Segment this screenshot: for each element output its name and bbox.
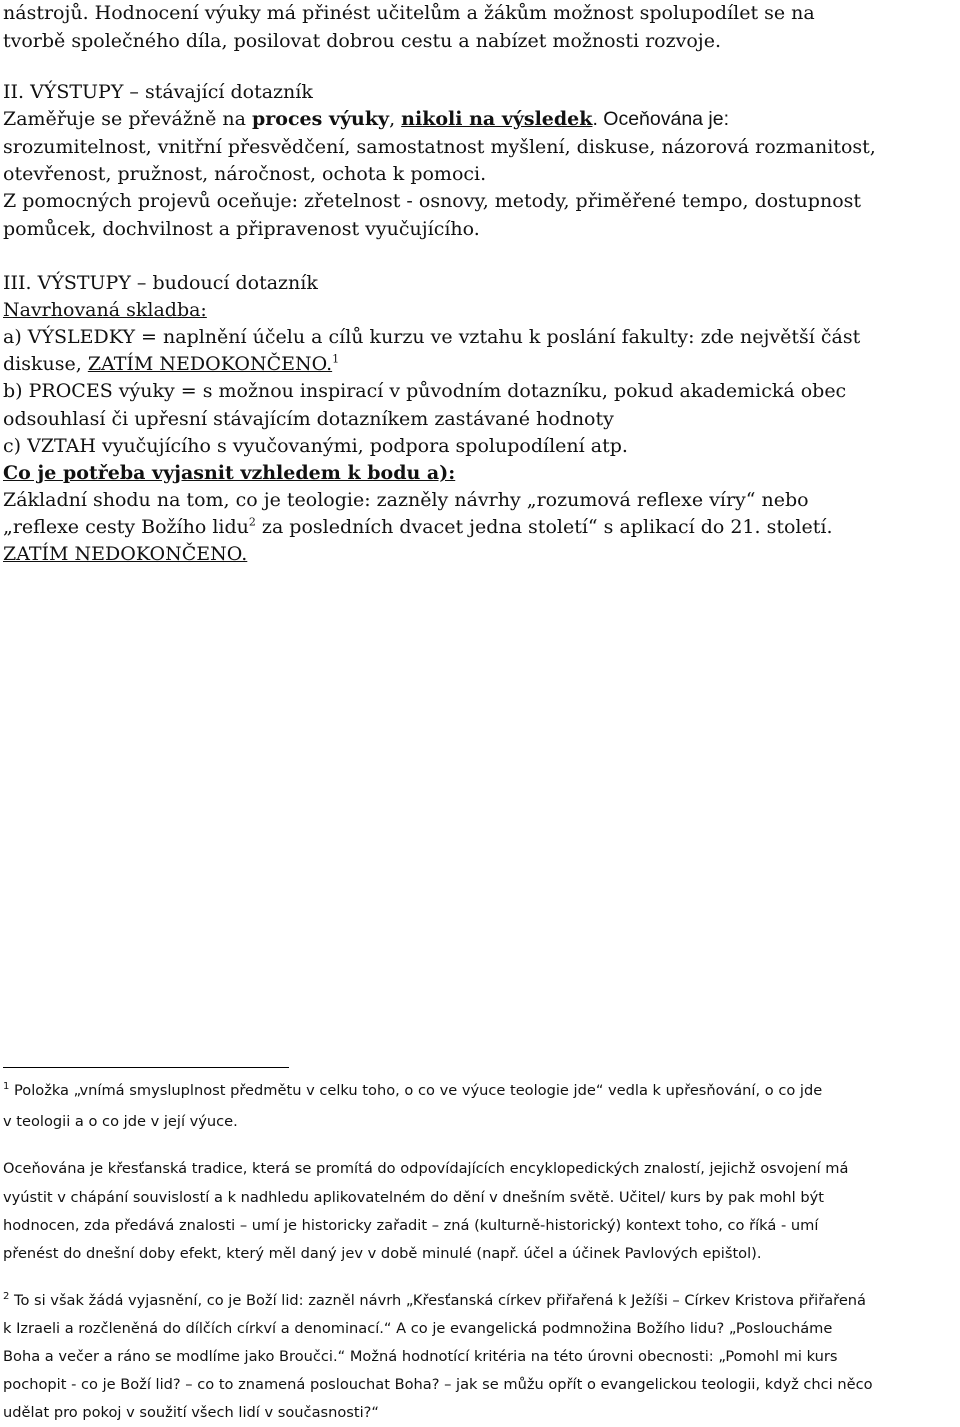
section-3-line: c) VZTAH vyučujícího s vyučovanými, podpora spolupodílení atp. <box>3 435 628 457</box>
section-2-line: pomůcek, dochvilnost a připravenost vyučujícího. <box>3 218 480 240</box>
footnote-line: vyústit v chápání souvislostí a k nadhledu aplikovatelném do dění v dnešním světě. Učitel/ kurs by pak mohl být <box>3 1189 824 1206</box>
section-2-line: srozumitelnost, vnitřní přesvědčení, samostatnost myšlení, diskuse, názorová rozmanitost, <box>3 136 876 158</box>
section-3-line <box>3 351 339 378</box>
section-3-line: a) VÝSLEDKY = naplnění účelu a cílů kurzu ve vztahu k poslání fakulty: zde největší část <box>3 326 861 348</box>
footnote-ref-1[interactable]: 1 <box>332 352 340 366</box>
section-3-subheading <box>3 297 207 324</box>
footnote-line: v teologii a o co jde v její výuce. <box>3 1113 238 1130</box>
emphasis-vysledek: nikoli na výsledek <box>401 108 593 130</box>
text: diskuse, <box>3 353 88 375</box>
footnote-line: přenést do dnešní doby efekt, který měl daný jev v době minulé (např. účel a účinek Pavlových epištol). <box>3 1245 762 1262</box>
text: „reflexe cesty Božího lidu <box>3 516 249 538</box>
section-2-line: Z pomocných projevů oceňuje: zřetelnost - osnovy, metody, přiměřené tempo, dostupnost <box>3 190 862 212</box>
text: za posledních dvacet jedna století“ s aplikací do 21. století. <box>255 516 833 538</box>
footnote-ref-2[interactable]: 2 <box>248 515 256 529</box>
text: To si však žádá vyjasnění, co je Boží lid: zazněl návrh „Křesťanská církev přiřařená k Ježíši – Církev Kristova přiřařená <box>9 1292 866 1309</box>
emphasis-proces: proces výuky <box>252 108 390 130</box>
footnote-line: udělat pro pokoj v soužití všech lidí v současnosti?“ <box>3 1404 379 1421</box>
section-3-line: b) PROCES výuky = s možnou inspirací v původním dotazníku, pokud akademická obec <box>3 380 847 402</box>
footnote-line: Boha a večer a ráno se modlíme jako Broučci.“ Možná hodnotící kritéria na této úrovni obecnosti: „Pomohl mi kurs <box>3 1348 838 1365</box>
section-2-heading: II. VÝSTUPY – stávající dotazník <box>3 81 313 103</box>
question-heading <box>3 460 455 487</box>
footnote-line: pochopit - co je Boží lid? – co to znamená poslouchat Boha? – jak se můžu opřít o evangelickou teologii, když chci něco <box>3 1376 873 1393</box>
section-2-line: otevřenost, pružnost, náročnost, ochota k pomoci. <box>3 163 487 185</box>
unfinished-note: ZATÍM NEDOKONČENO. <box>3 543 248 565</box>
section-3-line <box>3 514 833 541</box>
text: Zaměřuje se převážně na <box>3 108 253 130</box>
subheading-text: Navrhovaná skladba: <box>3 299 207 321</box>
footnote-line: hodnocen, zda předává znalosti – umí je historicky zařadit – zná (kulturně-historický) kontext toho, co říká - umí <box>3 1217 819 1234</box>
footnote-line <box>3 1290 866 1312</box>
unfinished-note: ZATÍM NEDOKONČENO. <box>87 353 333 375</box>
text: . Oceňována je: <box>592 108 730 130</box>
section-3-line <box>3 541 247 568</box>
intro-line: nástrojů. Hodnocení výuky má přinést učitelům a žákům možnost spolupodílet se na <box>3 2 815 24</box>
text: , <box>389 108 402 130</box>
footnote-line: Oceňována je křesťanská tradice, která se promítá do odpovídajících encyklopedických znalostí, jejichž osvojení má <box>3 1160 849 1177</box>
text: Položka „vnímá smysluplnost předmětu v celku toho, o co ve výuce teologie jde“ vedla k upřesňování, o co jde <box>9 1082 823 1099</box>
section-3-heading: III. VÝSTUPY – budoucí dotazník <box>3 272 318 294</box>
footnote-separator <box>3 1067 289 1068</box>
question-text: Co je potřeba vyjasnit vzhledem k bodu a): <box>3 462 456 484</box>
footnote-line <box>3 1080 822 1102</box>
footnote-line: k Izraeli a rozčleněná do dílčích církví a denominací.“ A co je evangelická podmnožina Božího lidu? „Posloucháme <box>3 1320 833 1337</box>
section-3-line: Základní shodu na tom, co je teologie: zazněly návrhy „rozumová reflexe víry“ nebo <box>3 489 809 511</box>
section-3-line: odsouhlasí či upřesní stávajícím dotazníkem zastávané hodnoty <box>3 408 614 430</box>
intro-line: tvorbě společného díla, posilovat dobrou cestu a nabízet možnosti rozvoje. <box>3 30 721 52</box>
footnote-mark: 1 <box>3 1081 10 1093</box>
section-2-line <box>3 106 729 133</box>
footnote-mark: 2 <box>3 1291 10 1303</box>
